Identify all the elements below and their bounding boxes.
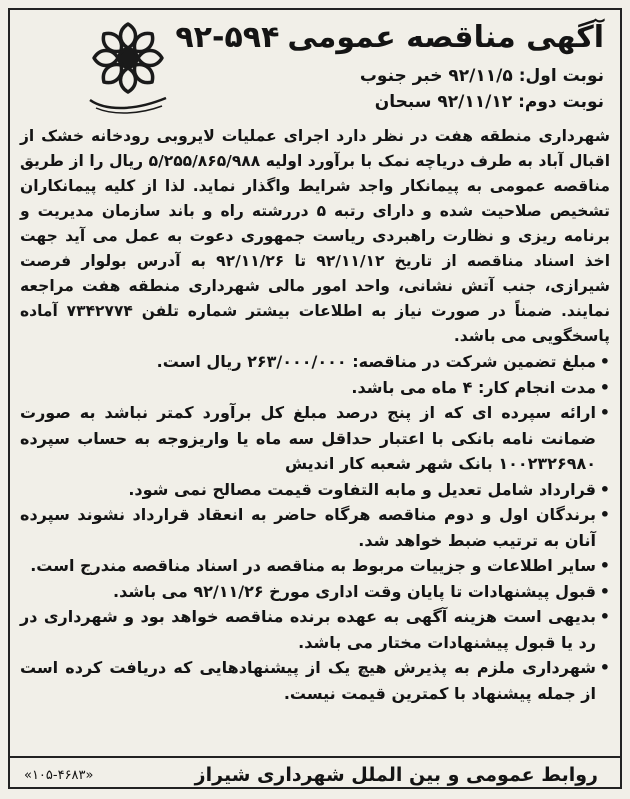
notice-header (18, 12, 612, 124)
footer-code: «۱۰۵-۴۶۸۳» (24, 768, 94, 783)
shiraz-municipality-logo-icon (82, 18, 174, 118)
condition-deposit: • ارائه سپرده ای که از پنج درصد مبلغ کل برآورد کمتر نباشد به صورت ضمانت نامه بانکی با اعتبار حداقل سه ماه یا واریزوجه به حساب سپرده ۱۰۰۲۳۲۶۹۸۰ بانک شهر شعبه کار اندیش (20, 400, 610, 477)
notice-number: ۵۹۴-۹۲ (175, 20, 280, 55)
condition-winners: • برندگان اول و دوم مناقصه هرگاه حاضر به انعقاد قرارداد نشوند سپرده آنان به ترتیب ضبط خواهد شد. (20, 502, 610, 553)
condition-no-obligation: • شهرداری ملزم به پذیرش هیچ یک از پیشنهادهایی که دریافت کرده است از جمله پیشنهاد با کمترین قیمت نیست. (20, 655, 610, 706)
notice-title-text: آگهی مناقصه عمومی (287, 20, 604, 55)
notice-footer (18, 760, 612, 792)
condition-guarantee-amount: • مبلغ تضمین شرکت در مناقصه: ۲۶۳/۰۰۰/۰۰۰ ریال است. (20, 349, 610, 375)
condition-details: • سایر اطلاعات و جزییات مربوط به مناقصه در اسناد مناقصه مندرج است. (20, 553, 610, 579)
second-publication-line (375, 90, 604, 114)
first-publication-value: ۹۲/۱۱/۵ خبر جنوب (359, 66, 513, 86)
condition-adjustment: • قرارداد شامل تعدیل و مابه التفاوت قیمت مصالح نمی شود. (20, 477, 610, 503)
intro-paragraph: شهرداری منطقه هفت در نظر دارد اجرای عملیات لایروبی رودخانه خشک از اقبال آباد به طرف دریاچه نمک با برآورد اولیه ۵/۲۵۵/۸۶۵/۹۸۸ ریال را از طریق مناقصه عمومی به پیمانکار واجد شرایط واگذار نماید. لذا از کلیه پیمانکاران تشخیص صلاحیت شده و دارای رتبه ۵ دررشته راه و باند سازمان مدیریت و برنامه ریزی و نظارت راهبردی ریاست جمهوری دعوت به عمل می آید جهت اخذ اسناد مناقصه از تاریخ ۹۲/۱۱/۱۲ تا ۹۲/۱۱/۲۶ به آدرس بولوار فرصت شیرازی، جنب آتش نشانی، واحد امور مالی شهرداری منطقه هفت مراجعه نمایند. ضمناً در صورت نیاز به اطلاعات بیشتر شماره تلفن ۷۳۴۲۷۷۴ آماده پاسخگویی می باشد. (20, 127, 611, 345)
footer-organization: روابط عمومی و بین الملل شهرداری شیراز (194, 764, 598, 786)
first-publication-label: نوبت اول: (518, 66, 604, 86)
second-publication-value: ۹۲/۱۱/۱۲ سبحان (374, 92, 513, 112)
notice-title (167, 18, 604, 58)
first-publication-line (360, 64, 604, 88)
condition-ad-cost: • بدیهی است هزینه آگهی به عهده برنده مناقصه خواهد بود و شهرداری در رد یا قبول پیشنهادات مختار می باشد. (20, 604, 610, 655)
second-publication-label: نوبت دوم: (518, 92, 604, 112)
notice-body (20, 124, 610, 706)
condition-duration: • مدت انجام کار: ۴ ماه می باشد. (20, 375, 610, 401)
footer-divider (10, 756, 620, 758)
condition-deadline: • قبول پیشنهادات تا پایان وقت اداری مورخ ۹۲/۱۱/۲۶ می باشد. (20, 579, 610, 605)
conditions-list (20, 349, 610, 706)
